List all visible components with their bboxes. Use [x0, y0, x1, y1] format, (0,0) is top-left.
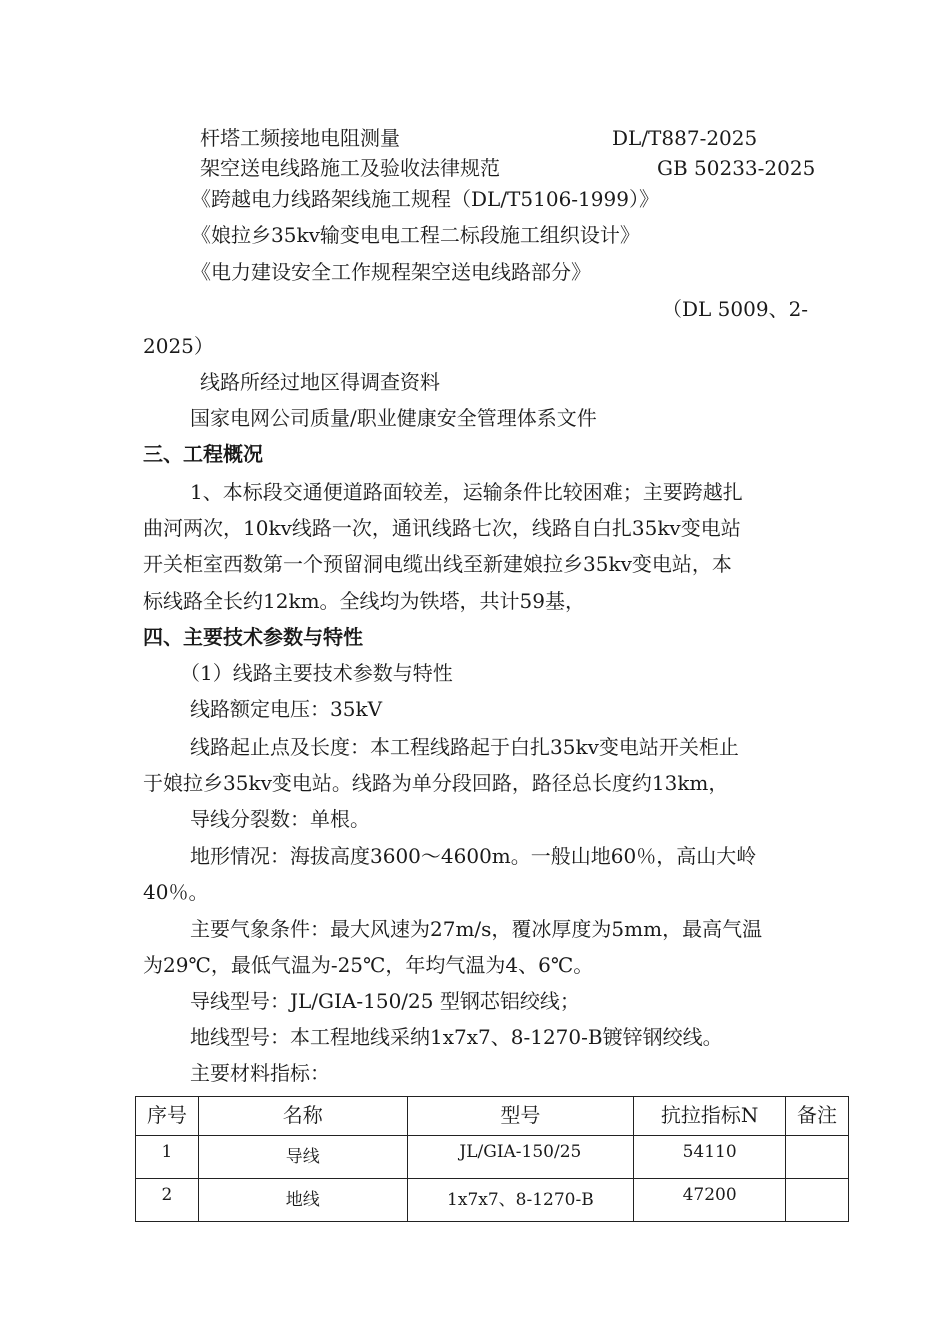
- conductor-split: 导线分裂数：单根。: [190, 807, 370, 831]
- ref-line-safety: 《电力建设安全工作规程架空送电线路部分》: [191, 260, 591, 284]
- cell-tensile: 47200: [634, 1179, 786, 1222]
- cell-index: 1: [136, 1136, 199, 1179]
- materials-table: [135, 1096, 849, 1222]
- ground-wire-type: 地线型号：本工程地线采纳1x7x7、8-1270-B镀锌钢绞线。: [190, 1025, 723, 1049]
- ref-line-design: 《娘拉乡35kv输变电电工程二标段施工组织设计》: [191, 223, 640, 247]
- cell-index: 2: [136, 1179, 199, 1222]
- cell-remark: [786, 1136, 849, 1179]
- table-row: [136, 1136, 849, 1179]
- header-remark: 备注: [786, 1097, 849, 1136]
- header-tensile: 抗拉指标N: [634, 1097, 786, 1136]
- ref-name: 杆塔工频接地电阻测量: [200, 126, 400, 150]
- ref-code-acceptance: [657, 155, 815, 181]
- cell-model: JL/GIA-150/25: [407, 1136, 634, 1179]
- ref-code: DL/T887-2025: [612, 126, 758, 150]
- section3-para-line: 标线路全长约12km。全线均为铁塔，共计59基，: [143, 589, 585, 613]
- rated-voltage: 线路额定电压：35kV: [190, 697, 383, 721]
- ref-line-crossing: 《跨越电力线路架线施工规程（DL/T5106-1999）》: [191, 187, 659, 211]
- section3-para-line: 曲河两次，10kv线路一次，通讯线路七次，线路自白扎35kv变电站: [143, 516, 741, 540]
- ref-line-acceptance: [200, 155, 500, 181]
- weather-line: 为29℃，最低气温为-25℃，年均气温为4、6℃。: [143, 953, 594, 977]
- section3-para-line: 1、本标段交通便道路面较差，运输条件比较困难；主要跨越扎: [190, 480, 743, 504]
- terrain-line: 40％。: [143, 880, 209, 904]
- cell-remark: [786, 1179, 849, 1222]
- table-header-row: [136, 1097, 849, 1136]
- cell-model: 1x7x7、8-1270-B: [407, 1179, 634, 1222]
- header-name: 名称: [198, 1097, 407, 1136]
- section3-para-line: 开关柜室西数第一个预留洞电缆出线至新建娘拉乡35kv变电站，本: [143, 552, 732, 576]
- ref-line-qms: 国家电网公司质量/职业健康安全管理体系文件: [190, 406, 597, 430]
- ref-code-grounding: [612, 125, 757, 151]
- cell-tensile: 54110: [634, 1136, 786, 1179]
- table-row: [136, 1179, 849, 1222]
- terrain-line: 地形情况：海拔高度3600～4600m。一般山地60％，高山大岭: [190, 844, 757, 868]
- section4-heading: 四、主要技术参数与特性: [143, 625, 363, 649]
- conductor-type: 导线型号：JL/GIA-150/25 型钢芯铝绞线；: [190, 989, 580, 1013]
- ref-code: GB 50233-2025: [657, 156, 816, 180]
- ref-line-survey: 线路所经过地区得调查资料: [200, 370, 440, 394]
- cell-name: 导线: [198, 1136, 407, 1179]
- ref-line-safety-year: 2025）: [143, 334, 214, 358]
- start-end-line: 线路起止点及长度：本工程线路起于白扎35kv变电站开关柜止: [190, 735, 739, 759]
- ref-line-grounding: [200, 125, 400, 151]
- section3-heading: 三、工程概况: [143, 442, 263, 466]
- start-end-line: 于娘拉乡35kv变电站。线路为单分段回路，路径总长度约13km，: [143, 771, 729, 795]
- header-model: 型号: [407, 1097, 634, 1136]
- ref-line-safety-code: （DL 5009、2-: [662, 297, 809, 321]
- section4-subheading: （1）线路主要技术参数与特性: [180, 661, 453, 685]
- ref-name: 架空送电线路施工及验收法律规范: [200, 156, 500, 180]
- weather-line: 主要气象条件：最大风速为27m/s，覆冰厚度为5mm，最高气温: [190, 917, 763, 941]
- cell-name: 地线: [198, 1179, 407, 1222]
- materials-title: 主要材料指标：: [190, 1061, 330, 1085]
- header-index: 序号: [136, 1097, 199, 1136]
